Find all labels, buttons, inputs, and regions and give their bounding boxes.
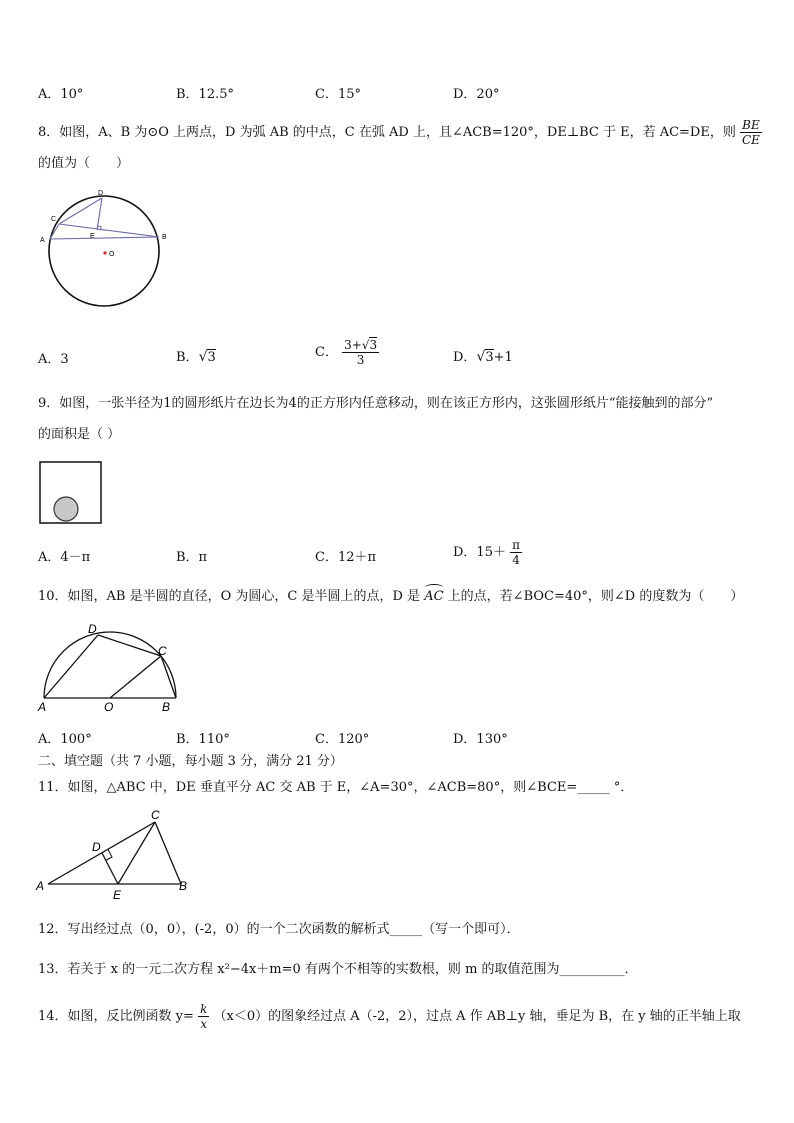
q10-label-b: B: [162, 700, 171, 714]
q8-option-c-num: 3+√3: [344, 338, 378, 352]
q8-option-c: [315, 338, 379, 367]
q9-option-d-fraction: [510, 538, 522, 567]
q8-option-c-den: 3: [356, 353, 365, 367]
q8-option-b-label: B．: [176, 350, 199, 365]
q7-option-d: D．20°: [453, 87, 500, 102]
q14-stem: [38, 1002, 741, 1031]
q9-option-d-label: D．15＋: [453, 545, 506, 560]
q10-line-cb: [161, 656, 176, 698]
q8-option-b: [176, 346, 216, 365]
sqrt-icon: √: [361, 338, 370, 352]
q8-text: 8．如图，A、B 为⊙O 上两点，D 为弧 AB 的中点，C 在弧 AD 上，且∠ACB=120°，DE⊥BC 于 E，若 AC=DE，则: [38, 125, 736, 140]
q11-figure: [34, 806, 194, 901]
q11-label-e: E: [113, 888, 122, 901]
q9-option-b: B．π: [176, 550, 208, 565]
q10-label-d: D: [88, 622, 97, 636]
q14-frac-num: k: [200, 1002, 208, 1016]
q11-label-b: B: [179, 879, 188, 893]
sqrt-icon: √: [476, 349, 486, 365]
section-heading: 二、填空题（共 7 小题，每小题 3 分，满分 21 分）: [38, 754, 343, 769]
q9-option-d: [453, 538, 522, 567]
q10-line-oc: [110, 656, 161, 698]
q9-figure: [38, 460, 104, 526]
q10-text: 10．如图，AB 是半圆的直径，O 为圆心，C 是半圆上的点，D 是: [38, 589, 421, 604]
q11-line-bc: [155, 822, 181, 884]
q8-line-cb: [59, 224, 159, 237]
sqrt-icon: √: [198, 349, 208, 365]
q8-frac-num: BE: [742, 118, 760, 132]
q8-line-de: [97, 198, 102, 230]
q10-label-o: O: [104, 700, 114, 714]
q8-option-c-fraction: [342, 338, 379, 367]
q10-stem: [38, 587, 743, 607]
q8-circle: [49, 196, 159, 306]
q11-label-a: A: [36, 879, 45, 893]
q11-right-angle-mark: [106, 850, 113, 861]
q13-stem: 13．若关于 x 的一元二次方程 x²−4x＋m=0 有两个不相等的实数根，则 m 的取值范围为__________．: [38, 962, 638, 977]
q12-stem: 12．写出经过点（0，0），(-2，0）的一个二次函数的解析式_____（写一个即可）．: [38, 922, 520, 937]
q8-option-d-label: D．: [453, 350, 477, 365]
q10-line-dc: [98, 635, 161, 656]
q14-text2: （x＜0）的图象经过点 A（-2，2），过点 A 作 AB⊥y 轴，垂足为 B，在 y 轴的正半轴上取: [213, 1009, 741, 1024]
q7-option-b: B．12.5°: [176, 87, 234, 102]
q8-figure: [38, 185, 173, 310]
q10-option-a: A．100°: [38, 732, 92, 747]
q8-option-c-label: C．: [315, 345, 338, 360]
q8-center-dot: [103, 251, 106, 254]
q10-text2: 上的点，若∠BOC=40°，则∠D 的度数为（ ）: [447, 589, 744, 604]
q8-option-d-radicand: 3: [485, 350, 494, 365]
q8-label-d: D: [98, 190, 104, 197]
q8-option-d-tail: +1: [493, 350, 513, 365]
q14-frac-den: x: [200, 1017, 208, 1031]
q11-stem: 11．如图，△ABC 中，DE 垂直平分 AC 交 AB 于 E，∠A=30°，∠ACB=80°，则∠BCE=_____ °．: [38, 780, 634, 795]
q9-option-d-num: π: [512, 538, 520, 552]
arc-icon: [425, 584, 442, 591]
q10-figure: [36, 620, 181, 715]
q8-frac-den: CE: [741, 133, 760, 147]
q8-label-o: O: [109, 251, 115, 258]
q8-stem: [38, 118, 762, 147]
q10-option-c: C．120°: [315, 732, 370, 747]
q7-option-a: A．10°: [38, 87, 84, 102]
q8-option-d: [453, 346, 513, 365]
q9-option-d-den: 4: [512, 553, 520, 567]
q9-stem: 9．如图，一张半径为1的圆形纸片在边长为4的正方形内任意移动，则在该正方形内，这张圆形纸片“能接触到的部分”: [38, 396, 714, 411]
q10-option-d: D．130°: [453, 732, 508, 747]
q8-label-e: E: [90, 233, 95, 240]
q10-option-b: B．110°: [176, 732, 230, 747]
q10-arc: AC: [424, 587, 443, 607]
q9-stem-line2: 的面积是（ ）: [38, 427, 121, 442]
q8-stem-line2: 的值为（ ）: [38, 156, 130, 171]
q11-line-ac: [48, 822, 155, 884]
q7-option-c: C．15°: [315, 87, 361, 102]
q8-label-a: A: [40, 237, 45, 244]
q9-disc: [54, 497, 78, 521]
q14-fraction: [198, 1002, 209, 1031]
q8-label-c: C: [51, 216, 57, 223]
q8-chord-ab: [50, 237, 158, 239]
q11-line-ec: [118, 822, 155, 884]
q10-label-c: C: [158, 644, 167, 658]
q14-text: 14．如图，反比例函数 y=: [38, 1009, 194, 1024]
q10-label-a: A: [38, 700, 47, 714]
q8-option-a: A．3: [38, 352, 69, 367]
q9-option-c: C．12＋π: [315, 550, 377, 565]
q8-fraction: [740, 118, 762, 147]
q11-label-c: C: [151, 808, 160, 822]
q8-label-b: B: [162, 234, 167, 241]
q10-semicircle: [44, 632, 176, 698]
q11-label-d: D: [92, 840, 101, 854]
q8-option-b-radicand: 3: [207, 350, 216, 365]
q9-option-a: A．4－π: [38, 550, 91, 565]
